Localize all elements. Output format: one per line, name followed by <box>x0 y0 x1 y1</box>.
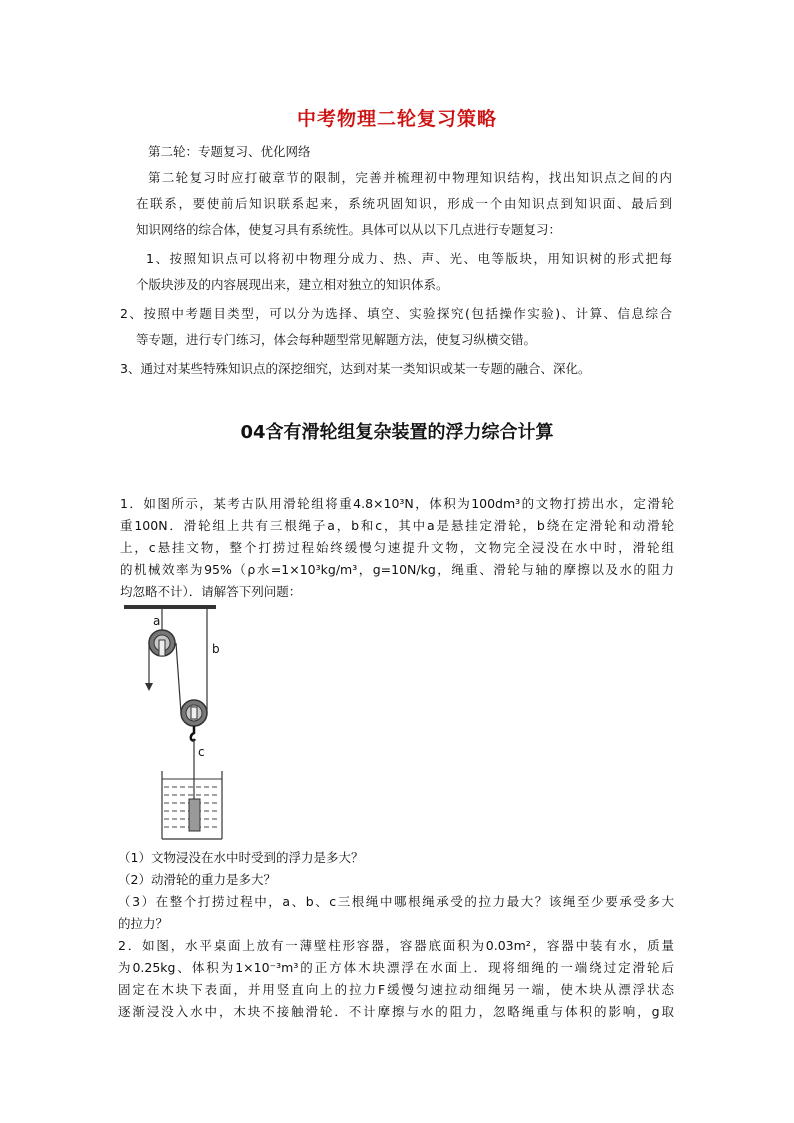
label-a: a <box>153 614 161 628</box>
problem2-line-1: 2．如图，水平桌面上放有一薄壁柱形容器，容器底面积为0.03m²，容器中装有水，质量 <box>118 938 674 953</box>
point-2-line-2: 等专题，进行专门练习，体会每种题型常见解题方法，使复习纵横交错。 <box>136 332 537 347</box>
intro-line-3: 知识网络的综合体，使复习具有系统性。具体可以从以下几点进行专题复习： <box>136 222 562 237</box>
section-title: 04含有滑轮组复杂装置的浮力综合计算 <box>240 422 554 443</box>
problem1-line-3: 上，c悬挂文物，整个打捞过程始终缓慢匀速提升文物，文物完全浸没在水中时，滑轮组 <box>120 540 674 555</box>
question-1: （1）文物浸没在水中时受到的浮力是多大？ <box>118 850 364 865</box>
problem2-line-2: 为0.25kg、体积为1×10⁻³m³的正方体木块漂浮在水面上．现将细绳的一端绕过定滑轮后 <box>118 960 674 975</box>
point-1-line-1: 1、按照知识点可以将初中物理分成力、热、声、光、电等版块，用知识树的形式把每 <box>146 251 672 266</box>
question-2: （2）动滑轮的重力是多大？ <box>118 872 276 887</box>
problem1-line-4: 的机械效率为95%（ρ水=1×10³kg/m³，g=10N/kg，绳重、滑轮与轴的摩擦以及水的阻力 <box>120 562 674 577</box>
label-b: b <box>212 642 220 656</box>
review-stage: 第二轮：专题复习、优化网络 <box>148 144 311 159</box>
artifact <box>189 799 200 831</box>
label-c: c <box>198 745 205 759</box>
pull-arrow-icon <box>145 683 153 691</box>
page-title: 中考物理二轮复习策略 <box>296 108 497 130</box>
problem1-line-5: 均忽略不计）．请解答下列问题： <box>120 584 302 599</box>
question-3-line-1: （3）在整个打捞过程中，a、b、c三根绳中哪根绳承受的拉力最大？该绳至少要承受多大 <box>118 894 674 909</box>
question-3-line-2: 的拉力？ <box>118 916 169 931</box>
problem1-line-1: 1．如图所示，某考古队用滑轮组将重4.8×10³N，体积为100dm³的文物打捞出水，定滑轮 <box>120 496 674 511</box>
point-3-line-1: 3、通过对某些特殊知识点的深挖细究，达到对某一类知识或某一专题的融合、深化。 <box>120 361 591 376</box>
intro-line-1: 第二轮复习时应打破章节的限制，完善并梳理初中物理知识结构，找出知识点之间的内 <box>148 170 672 185</box>
problem2-line-4: 逐渐浸没入水中，木块不接触滑轮．不计摩擦与水的阻力，忽略绳重与体积的影响，g取 <box>118 1004 674 1019</box>
problem1-line-2: 重100N．滑轮组上共有三根绳子a，b和c，其中a是悬挂定滑轮，b绕在定滑轮和动滑轮 <box>120 518 674 533</box>
hook-icon <box>191 726 195 741</box>
pulley-diagram <box>118 603 228 843</box>
rope-middle <box>176 643 181 713</box>
intro-line-2: 在联系，要使前后知识联系起来，系统巩固知识，形成一个由知识点到知识面、最后到 <box>136 196 672 211</box>
point-2-line-1: 2、按照中考题目类型，可以分为选择、填空、实验探究(包括操作实验)、计算、信息综合 <box>120 306 672 321</box>
point-1-line-2: 个版块涉及的内容展现出来，建立相对独立的知识体系。 <box>136 277 449 292</box>
problem2-line-3: 固定在木块下表面，并用竖直向上的拉力F缓慢匀速拉动细绳另一端，使木块从漂浮状态 <box>118 982 674 997</box>
